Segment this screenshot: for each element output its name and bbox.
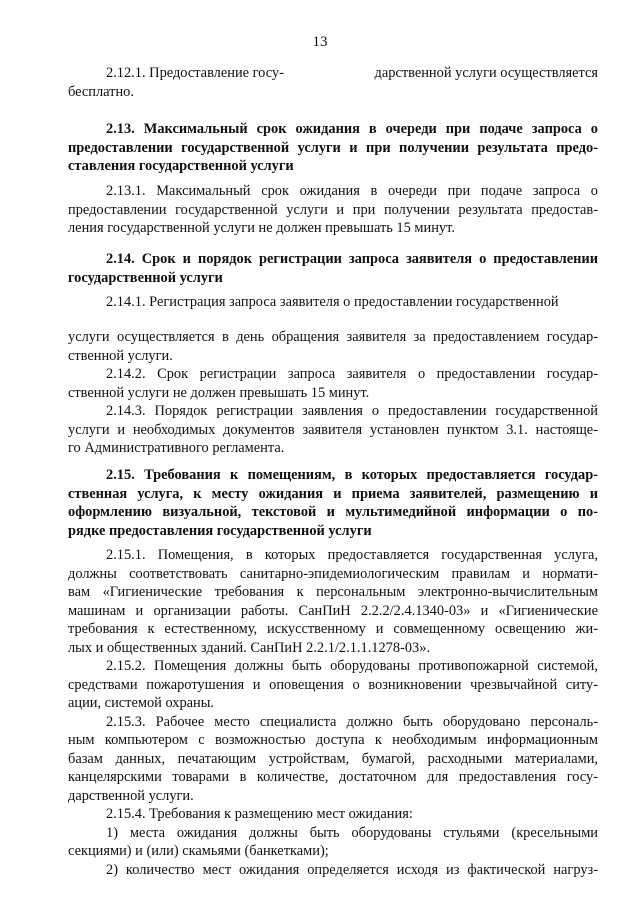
text-line: средствами пожаротушения и оповещения о возникновении чрезвычайной ситу-: [68, 676, 598, 693]
text-line: базам данных, печатающим устройствам, бумагой, расходными материалами,: [68, 750, 598, 767]
text-line: 2.14.1. Регистрация запроса заявителя о предоставлении государственной: [106, 294, 559, 310]
text-line: 2.15.1. Помещения, в которых предоставляется государственная услуга,: [106, 547, 598, 563]
text-line: 2.15.4. Требования к размещению мест ожидания:: [106, 806, 413, 822]
text-line: ственной услуги.: [68, 347, 173, 364]
paragraph-2-12-1: [68, 64, 598, 101]
text-line: 2.15.2. Помещения должны быть оборудованы противопожарной системой,: [106, 658, 598, 674]
heading-line: ставления государственной услуги: [68, 158, 294, 174]
text-line: ации, системой охраны.: [68, 695, 215, 711]
text-line: дарственной услуги.: [68, 787, 194, 804]
text-line: 1) места ожидания должны быть оборудованы стульями (кресельными: [106, 824, 598, 841]
text-line: ственной услуги не должен превышать 15 минут.: [68, 384, 370, 401]
text-line: предоставлении государственной услуги и при получении результата предостав-: [68, 201, 598, 218]
text-line: требования к естественному, искусственному и совмещенному освещению жи-: [68, 621, 598, 637]
section-heading-2-13: [68, 120, 598, 176]
text-line: услуги и необходимых документов заявителя установлен пунктом 3.1. настояще-: [68, 421, 598, 438]
paragraphs-2-15: [68, 546, 598, 879]
text-line: бесплатно.: [68, 83, 134, 100]
text-line: ления государственной услуги не должен превышать 15 минут.: [68, 220, 455, 236]
heading-line: 2.14. Срок и порядок регистрации запроса заявителя о предоставлении: [106, 251, 598, 267]
text-line: машинам и организации работы. СанПиН 2.2.2/2.4.1340-03» и «Гигиенические: [68, 602, 598, 619]
heading-line: государственной услуги: [68, 269, 223, 286]
text-line: должны соответствовать санитарно-эпидемиологическим правилам и нормати-: [68, 565, 598, 582]
text-line: го Административного регламента.: [68, 440, 285, 456]
text-line: 2) количество мест ожидания определяется исходя из фактической нагруз-: [106, 861, 598, 878]
text-line: 2.13.1. Максимальный срок ожидания в очереди при подаче запроса о: [106, 183, 598, 199]
text-line: ным компьютером с возможностью доступа к необходимым информационным: [68, 732, 598, 748]
text-line: канцелярскими товарами в количестве, достаточном для предоставления госу-: [68, 769, 598, 785]
heading-line: предоставлении государственной услуги и при получении результата предо-: [68, 139, 598, 156]
heading-line: 2.15. Требования к помещениям, в которых предоставляется государ-: [106, 467, 598, 483]
paragraphs-2-14: [68, 328, 598, 458]
text-line: [68, 64, 598, 83]
text-line: 2.15.3. Рабочее место специалиста должно быть оборудовано персональ-: [106, 713, 598, 730]
heading-line: рядке предоставления государственной услуги: [68, 522, 372, 539]
text-line: вам «Гигиенические требования к персональным электронно-вычислительным: [68, 584, 598, 600]
text-line: 2.14.3. Порядок регистрации заявления о предоставлении государственной: [106, 403, 598, 419]
section-heading-2-15: [68, 466, 598, 540]
text-fragment: дарственной услуги осуществляется: [374, 65, 598, 81]
paragraph-2-13-1: [68, 182, 598, 238]
heading-line: ственная услуга, к месту ожидания и приема заявителей, размещению и: [68, 485, 598, 502]
page-number: 13: [312, 34, 328, 50]
text-line: секциями) и (или) скамьями (банкетками);: [68, 843, 329, 859]
section-heading-2-14: [68, 250, 598, 287]
paragraph-2-14-1-start: [68, 293, 598, 312]
heading-line: оформлению визуальной, текстовой и мультимедийной информации о по-: [68, 504, 598, 520]
text-line: 2.14.2. Срок регистрации запроса заявителя о предоставлении государ-: [106, 366, 598, 382]
text-line: услуги осуществляется в день обращения заявителя за предоставлением государ-: [68, 329, 598, 345]
text-line: лых и общественных зданий. СанПиН 2.2.1/2.1.1.1278-03».: [68, 639, 431, 656]
text-fragment: 2.12.1. Предоставление госу-: [106, 65, 284, 81]
heading-line: 2.13. Максимальный срок ожидания в очереди при подаче запроса о: [106, 121, 598, 137]
